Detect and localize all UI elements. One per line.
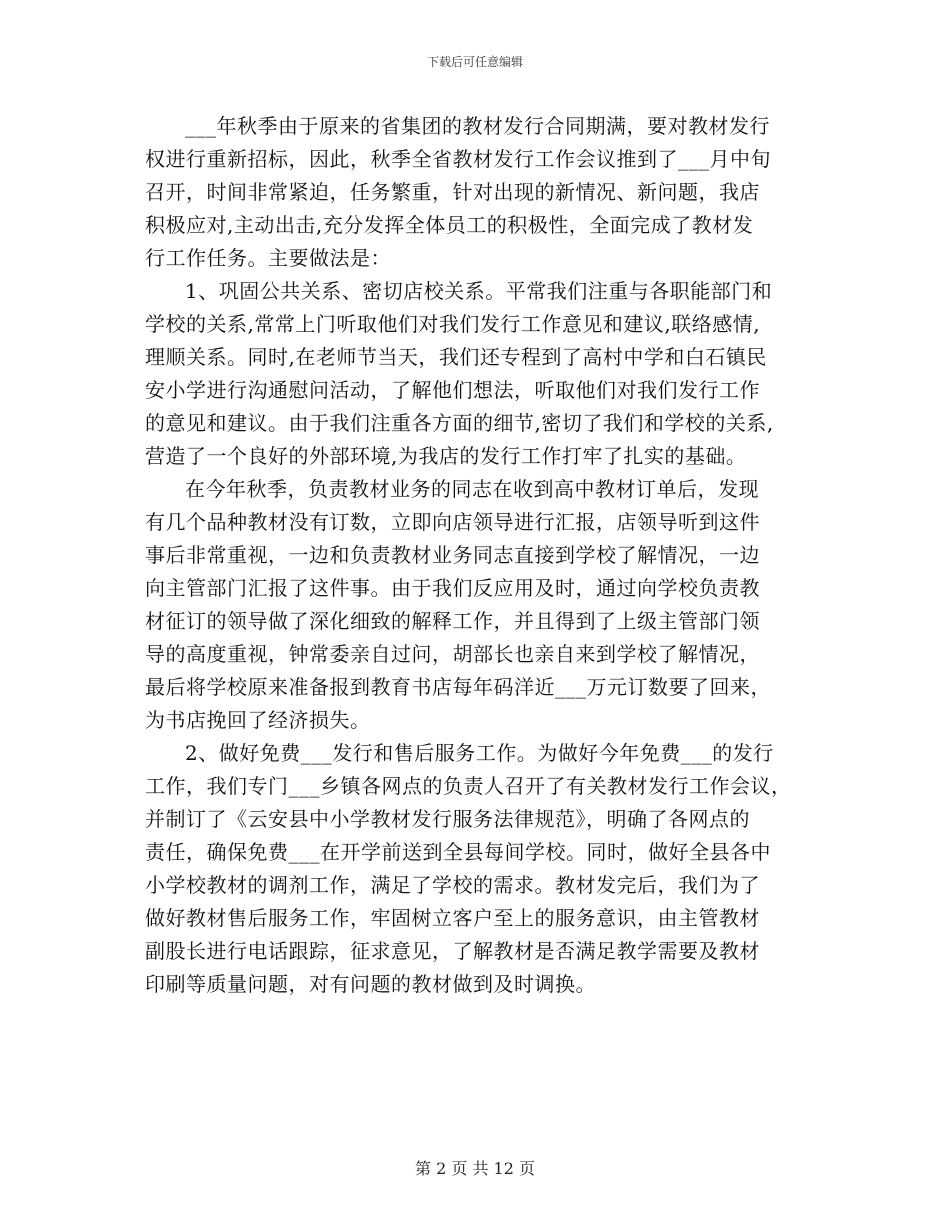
text-line: 营造了一个良好的外部环境,为我店的发行工作打牢了扎实的基础。: [145, 444, 747, 468]
text-line: 印刷等质量问题，对有问题的教材做到及时调换。: [145, 972, 596, 996]
text-line: 小学校教材的调剂工作，满足了学校的需求。教材发完后，我们为了: [145, 873, 760, 897]
text-line: 积极应对,主动出击,充分发挥全体员工的积极性，全面完成了教材发: [145, 213, 754, 237]
text-line: 工作，我们专门___乡镇各网点的负责人召开了有关教材发行工作会议，: [145, 774, 792, 798]
text-line: 最后将学校原来准备报到教育书店每年码洋近___万元订数要了回来，: [145, 675, 771, 699]
text-line: 为书店挽回了经济损失。: [145, 708, 371, 732]
paragraph-2: [145, 275, 815, 473]
text-line: 责任，确保免费___在开学前送到全县每间学校。同时，做好全县各中: [145, 840, 771, 864]
text-line: 并制订了《云安县中小学教材发行服务法律规范》，明确了各网点的: [145, 807, 750, 831]
text-line: 的意见和建议。由于我们注重各方面的细节,密切了我们和学校的关系,: [145, 411, 774, 435]
page-header-note: 下载后可任意编辑: [426, 55, 523, 69]
paragraph-3: [145, 473, 815, 737]
text-line: ___年秋季由于原来的省集团的教材发行合同期满，要对教材发行: [185, 114, 770, 138]
text-line: 理顺关系。同时,在老师节当天，我们还专程到了高村中学和白石镇民: [145, 345, 767, 369]
text-line: 学校的关系,常常上门听取他们对我们发行工作意见和建议,联络感情,: [145, 312, 761, 336]
text-line: 做好教材售后服务工作，牢固树立客户至上的服务意识，由主管教材: [145, 906, 760, 930]
paragraph-1: [145, 110, 815, 275]
text-line: 召开，时间非常紧迫，任务繁重，针对出现的新情况、新问题，我店: [145, 180, 760, 204]
text-line: 向主管部门汇报了这件事。由于我们反应用及时，通过向学校负责教: [145, 576, 760, 600]
page-number: 第 2 页 共 12 页: [415, 1159, 535, 1178]
text-line: 1、巩固公共关系、密切店校关系。平常我们注重与各职能部门和: [185, 279, 773, 303]
document-body: [145, 110, 815, 1001]
text-line: 材征订的领导做了深化细致的解释工作，并且得到了上级主管部门领: [145, 609, 760, 633]
text-line: 导的高度重视，钟常委亲自过问，胡部长也亲自来到学校了解情况，: [145, 642, 760, 666]
text-line: 权进行重新招标，因此，秋季全省教材发行工作会议推到了___月中旬: [145, 147, 771, 171]
text-line: 事后非常重视，一边和负责教材业务同志直接到学校了解情况，一边: [145, 543, 760, 567]
paragraph-4: [145, 737, 815, 1001]
text-line: 2、做好免费___发行和售后服务工作。为做好今年免费___的发行: [185, 741, 774, 765]
text-line: 安小学进行沟通慰问活动，了解他们想法，听取他们对我们发行工作: [145, 378, 760, 402]
text-line: 有几个品种教材没有订数，立即向店领导进行汇报，店领导听到这件: [145, 510, 760, 534]
text-line: 在今年秋季，负责教材业务的同志在收到高中教材订单后，发现: [185, 477, 759, 501]
text-line: 行工作任务。主要做法是：: [145, 246, 391, 270]
text-line: 副股长进行电话跟踪，征求意见，了解教材是否满足教学需要及教材: [145, 939, 760, 963]
